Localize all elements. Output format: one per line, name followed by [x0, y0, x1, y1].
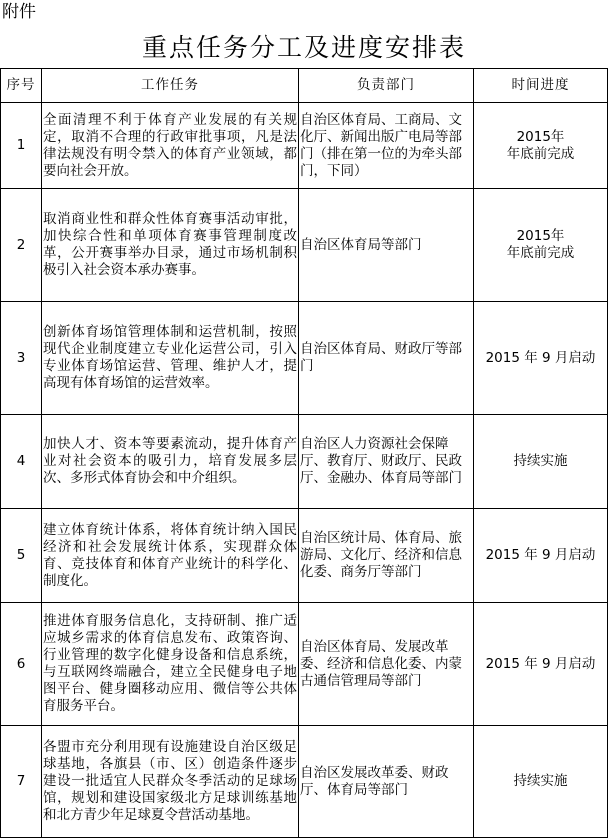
document-title: 重点任务分工及进度安排表: [141, 33, 466, 62]
row-task: 取消商业性和群众性体育赛事活动审批，加快综合性和单项体育赛事管理制度改革，公开赛事举办目录，通过市场机制积极引入社会资本承办赛事。: [42, 189, 299, 302]
header-time: 时间进度: [474, 69, 608, 103]
row-time-line1: 2015年: [516, 128, 565, 145]
row-number: 6: [1, 603, 42, 726]
row-task: 全面清理不利于体育产业发展的有关规定，取消不合理的行政审批事项，凡是法律法规没有明令禁入的体育产业领域，都要向社会开放。: [42, 103, 299, 189]
row-dept: 自治区发展改革委、财政厅、体育局等部门: [299, 726, 474, 838]
row-dept: 自治区体育局等部门: [299, 189, 474, 302]
table-row: [1, 603, 608, 726]
row-number: 7: [1, 726, 42, 838]
table-header-row: [1, 69, 608, 103]
row-time: 2015 年 9 月启动: [474, 509, 608, 603]
row-number: 2: [1, 189, 42, 302]
row-task: 各盟市充分利用现有设施建设自治区级足球基地，各旗县（市、区）创造条件逐步建设一批适宜人民群众冬季活动的足球场馆，规划和建设国家级北方足球训练基地和北方青少年足球夏令营活动基地。: [42, 726, 299, 838]
task-schedule-table: [0, 68, 608, 838]
row-dept: 自治区体育局、发展改革委、经济和信息化委、内蒙古通信管理局等部门: [299, 603, 474, 726]
row-dept: 自治区统计局、体育局、旅游局、文化厅、经济和信息化委、商务厅等部门: [299, 509, 474, 603]
table-row: [1, 302, 608, 415]
row-time: 2015 年 9 月启动: [474, 603, 608, 726]
row-number: 5: [1, 509, 42, 603]
row-time: [474, 189, 608, 302]
row-time: [474, 103, 608, 189]
row-dept: 自治区体育局、财政厅等部门: [299, 302, 474, 415]
table-row: [1, 189, 608, 302]
header-num: 序号: [1, 69, 42, 103]
header-dept: 负责部门: [299, 69, 474, 103]
attachment-label: 附件: [2, 2, 36, 22]
row-time-line2: 年底前完成: [506, 245, 575, 261]
table-row: [1, 726, 608, 838]
row-number: 4: [1, 415, 42, 509]
row-time-line2: 年底前完成: [506, 145, 575, 162]
table-row: [1, 103, 608, 189]
table-row: [1, 509, 608, 603]
row-task: 建立体育统计体系，将体育统计纳入国民经济和社会发展统计体系，实现群众体育、竞技体育和体育产业统计的科学化、制度化。: [42, 509, 299, 603]
row-time: 持续实施: [474, 726, 608, 838]
table-row: [1, 415, 608, 509]
row-number: 3: [1, 302, 42, 415]
row-time: 持续实施: [474, 415, 608, 509]
row-task: 推进体育服务信息化，支持研制、推广适应城乡需求的体育信息发布、政策咨询、行业管理的数字化健身设备和信息系统，与互联网终端融合，建立全民健身电子地图平台、健身圈移动应用、微信等公共体育服务平台。: [42, 603, 299, 726]
row-time: 2015 年 9 月启动: [474, 302, 608, 415]
row-dept: 自治区人力资源社会保障厅、教育厅、财政厅、民政厅、金融办、体育局等部门: [299, 415, 474, 509]
row-task: 创新体育场馆管理体制和运营机制，按照现代企业制度建立专业化运营公司，引入专业体育场馆运营、管理、维护人才，提高现有体育场馆的运营效率。: [42, 302, 299, 415]
row-number: 1: [1, 103, 42, 189]
header-task: 工作任务: [42, 69, 299, 103]
row-task: 加快人才、资本等要素流动，提升体育产业对社会资本的吸引力，培育发展多层次、多形式体育协会和中介组织。: [42, 415, 299, 509]
row-dept: 自治区体育局、工商局、文化厅、新闻出版广电局等部门（排在第一位的为牵头部门，下同）: [299, 103, 474, 189]
row-time-line1: 2015年: [516, 228, 565, 244]
